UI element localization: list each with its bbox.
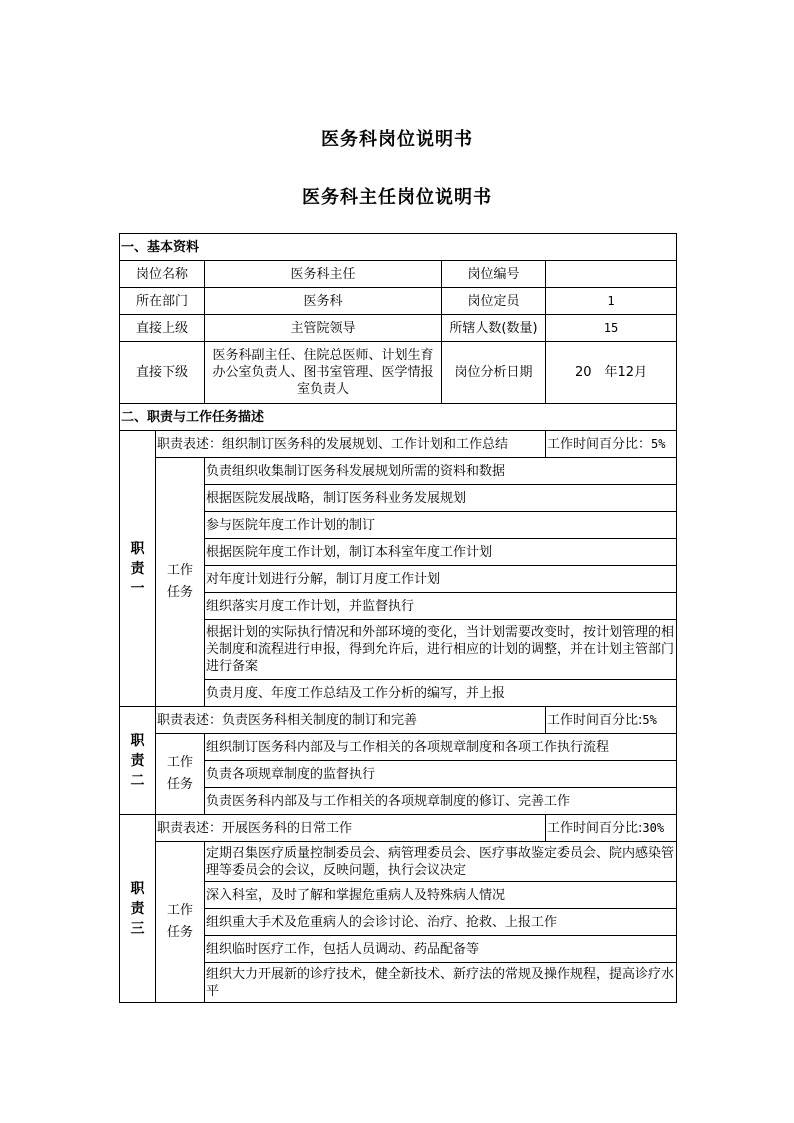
superior-label: 直接上级	[120, 315, 205, 342]
duty-1-task: 负责组织收集制订医务科发展规划所需的资料和数据	[205, 458, 677, 485]
duty-1-task: 参与医院年度工作计划的制订	[205, 512, 677, 539]
analysis-date-value: 20 年12月	[546, 342, 677, 404]
quota-value: 1	[546, 288, 677, 315]
duty-2-task: 负责医务科内部及与工作相关的各项规章制度的修订、完善工作	[205, 788, 677, 815]
duty-3-description: 职责表述：开展医务科的日常工作	[156, 815, 546, 842]
quota-label: 岗位定员	[442, 288, 546, 315]
duty-1-time-percent: 工作时间百分比：5%	[546, 431, 677, 458]
post-number-label: 岗位编号	[442, 261, 546, 288]
subordinate-label: 直接下级	[120, 342, 205, 404]
duty-1-label: 职 责 一	[120, 431, 156, 707]
document-subtitle: 医务科主任岗位说明书	[302, 187, 492, 208]
post-name-label: 岗位名称	[120, 261, 205, 288]
duty-1-task: 根据医院发展战略，制订医务科业务发展规划	[205, 485, 677, 512]
duty-2-task: 组织制订医务科内部及与工作相关的各项规章制度和各项工作执行流程	[205, 734, 677, 761]
duty-3-task: 组织大力开展新的诊疗技术，健全新技术、新疗法的常规及操作规程，提高诊疗水平	[205, 963, 677, 1003]
duty-1-tasks-label: 工作 任务	[156, 458, 205, 707]
duty-1-task: 对年度计划进行分解，制订月度工作计划	[205, 566, 677, 593]
section-duties: 二、职责与工作任务描述	[120, 404, 677, 431]
duty-2-label: 职 责 二	[120, 707, 156, 815]
department-label: 所在部门	[120, 288, 205, 315]
duty-3-task: 组织临时医疗工作，包括人员调动、药品配备等	[205, 936, 677, 963]
duty-2-tasks-label: 工作 任务	[156, 734, 205, 815]
duty-3-task: 组织重大手术及危重病人的会诊讨论、治疗、抢救、上报工作	[205, 909, 677, 936]
duty-1-task: 负责月度、年度工作总结及工作分析的编写，并上报	[205, 680, 677, 707]
post-name-value: 医务科主任	[205, 261, 442, 288]
duty-2-description: 职责表述：负责医务科相关制度的制订和完善	[156, 707, 546, 734]
department-value: 医务科	[205, 288, 442, 315]
duty-3-task: 定期召集医疗质量控制委员会、病管理委员会、医疗事故鉴定委员会、院内感染管理等委员会的会议，反映问题，执行会议决定	[205, 842, 677, 882]
job-description-table	[119, 233, 677, 1003]
superior-value: 主管院领导	[205, 315, 442, 342]
section-basic-info: 一、基本资料	[120, 234, 677, 261]
document-title: 医务科岗位说明书	[321, 129, 473, 150]
subordinates-count-value: 15	[546, 315, 677, 342]
duty-1-task: 根据计划的实际执行情况和外部环境的变化，当计划需要改变时，按计划管理的相关制度和流程进行申报，得到允许后，进行相应的计划的调整，并在计划主管部门进行备案	[205, 620, 677, 680]
duty-1-task: 组织落实月度工作计划，并监督执行	[205, 593, 677, 620]
duty-3-tasks-label: 工作 任务	[156, 842, 205, 1003]
duty-1-task: 根据医院年度工作计划，制订本科室年度工作计划	[205, 539, 677, 566]
duty-3-task: 深入科室，及时了解和掌握危重病人及特殊病人情况	[205, 882, 677, 909]
duty-3-time-percent: 工作时间百分比:30%	[546, 815, 677, 842]
post-number-value	[546, 261, 677, 288]
subordinate-value: 医务科副主任、住院总医师、计划生育办公室负责人、图书室管理、医学情报室负责人	[205, 342, 442, 404]
analysis-date-label: 岗位分析日期	[442, 342, 546, 404]
duty-1-description: 职责表述：组织制订医务科的发展规划、工作计划和工作总结	[156, 431, 546, 458]
duty-2-time-percent: 工作时间百分比:5%	[546, 707, 677, 734]
subordinates-count-label: 所辖人数(数量)	[442, 315, 546, 342]
duty-2-task: 负责各项规章制度的监督执行	[205, 761, 677, 788]
duty-3-label: 职 责 三	[120, 815, 156, 1003]
